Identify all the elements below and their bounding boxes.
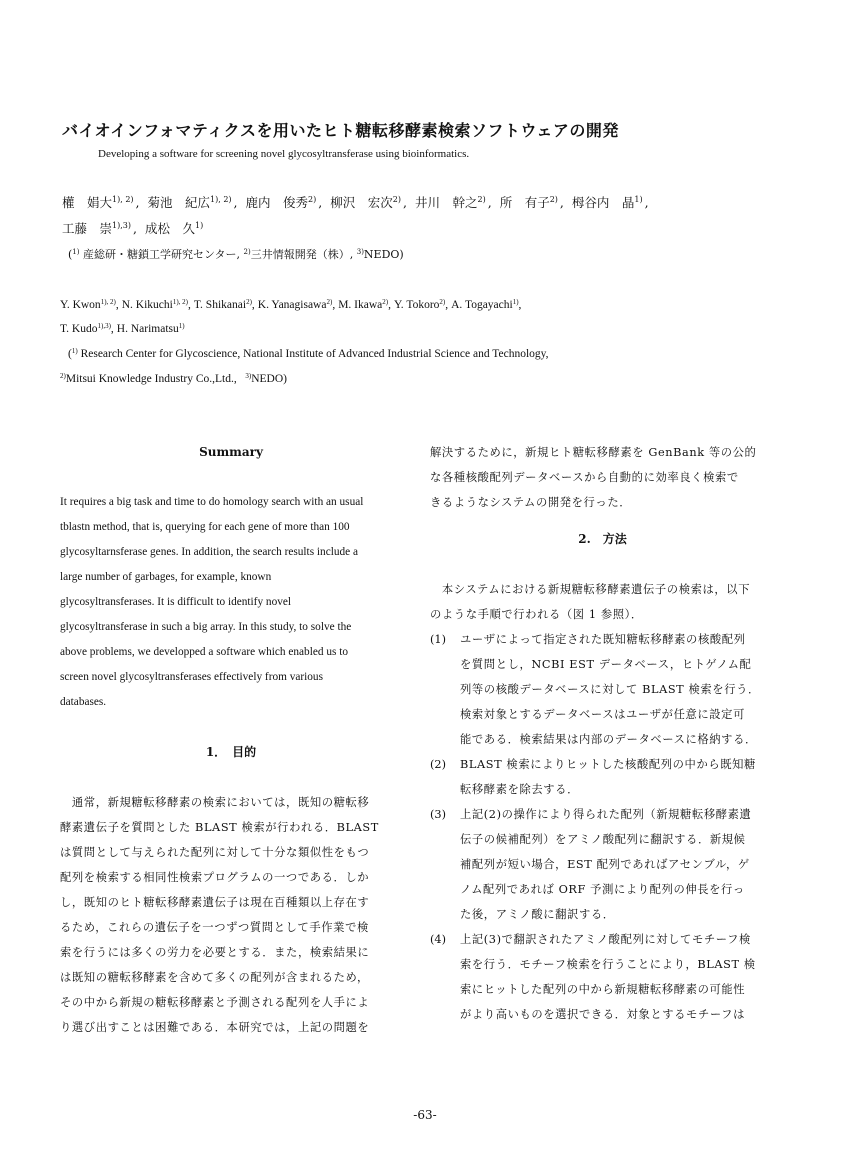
affiliation-en-line-1 bbox=[68, 347, 549, 360]
step-line: 索を行う．モチーフ検索を行うことにより，BLAST 検 bbox=[460, 958, 756, 971]
body-line: し，既知のヒト糖転移酵素遺伝子は現在百種類以上存在す bbox=[60, 896, 370, 909]
affiliation-en-2: Mitsui Knowledge Industry Co.,Ltd., bbox=[65, 373, 237, 385]
title-english: Developing a software for screening novel glycosyltransferase using bioinformatics. bbox=[98, 148, 470, 160]
author-separator: , bbox=[445, 299, 449, 311]
body-line: るため，これらの遺伝子を一つずつ質問として手作業で検 bbox=[60, 921, 369, 934]
authors-en-line-2 bbox=[60, 322, 188, 335]
body-line: 解決するために，新規ヒト糖転移酵素を GenBank 等の公的 bbox=[430, 446, 757, 459]
step-line: 索にヒットした配列の中から新規糖転移酵素の可能性 bbox=[460, 983, 746, 996]
body-line: 通常，新規糖転移酵素の検索においては，既知の糖転移 bbox=[60, 796, 370, 809]
author-separator: , bbox=[518, 299, 522, 311]
summary-line: tblastn method, that is, querying for each gene of more than 100 bbox=[60, 521, 350, 533]
author-name: Y. Tokoro bbox=[393, 299, 440, 311]
body-line: 酵素遺伝子を質問とした BLAST 検索が行われる．BLAST bbox=[60, 821, 379, 834]
left-column bbox=[60, 440, 402, 1040]
summary-line: above problems, we developped a software which enabled us to bbox=[60, 646, 348, 658]
author-affiliation-mark: 1),3) bbox=[97, 322, 111, 330]
author-name: 井川 幹之 bbox=[414, 195, 478, 210]
body-line: は質問として与えられた配列に対して十分な類似性をもつ bbox=[60, 846, 370, 859]
affiliation-en-line-2 bbox=[60, 372, 287, 385]
body-line: 索を行うには多くの労力を必要とする．また，検索結果に bbox=[60, 946, 370, 959]
author-separator: , bbox=[188, 299, 191, 311]
section-2-steps bbox=[430, 627, 775, 1027]
step-line: 列等の核酸データベースに対して BLAST 検索を行う． bbox=[460, 683, 760, 696]
author-affiliation-mark: 2) bbox=[392, 195, 401, 204]
author-affiliation-mark: 1),3) bbox=[112, 221, 131, 230]
step-number: (4) bbox=[430, 933, 447, 946]
author-affiliation-mark: 2) bbox=[308, 195, 317, 204]
title-japanese: バイオインフォマティクスを用いたヒト糖転移酵素検索ソフトウェアの開発 bbox=[62, 121, 619, 140]
summary-line: glycosyltarnsferase genes. In addition, the search results include a bbox=[60, 546, 359, 558]
author-name: T. Shikanai bbox=[193, 299, 247, 311]
affiliation-paren: ( bbox=[68, 348, 72, 360]
author-separator: , bbox=[251, 299, 255, 311]
method-step bbox=[430, 927, 775, 1027]
author-affiliation-mark: 2) bbox=[326, 298, 333, 306]
author-separator: , bbox=[135, 195, 140, 210]
affiliation-en-1: Research Center for Glycoscience, National Institute of Advanced Industrial Science and Technology, bbox=[80, 348, 549, 360]
author-name: 鹿内 俊秀 bbox=[245, 195, 309, 210]
author-affiliation-mark: 1), 2) bbox=[210, 195, 232, 204]
author-name: 所 有子 bbox=[499, 195, 550, 210]
author-affiliation-mark: 1) bbox=[634, 195, 643, 204]
author-affiliation-mark: 1) bbox=[178, 322, 185, 330]
affiliation-en-3: NEDO) bbox=[251, 373, 287, 385]
body-line: な各種核酸配列データベースから自動的に効率良く検索で bbox=[430, 471, 739, 484]
summary-heading: Summary bbox=[199, 445, 263, 459]
author-name: 柳沢 宏次 bbox=[330, 195, 393, 210]
author-separator: , bbox=[402, 195, 407, 210]
section-2-intro bbox=[430, 577, 775, 627]
affiliation-mark: 1) bbox=[71, 347, 78, 355]
step-line: がより高いものを選択できる．対象とするモチーフは bbox=[460, 1008, 745, 1021]
section-1-continued bbox=[430, 440, 775, 515]
summary-line: glycosyltransferase in such a big array. In this study, to solve the bbox=[60, 621, 352, 633]
affiliation-paren: ( bbox=[68, 248, 73, 261]
step-line: 能である．検索結果は内部のデータベースに格納する． bbox=[460, 733, 757, 746]
summary-line: screen novel glycosyltransferases effectively from various bbox=[60, 671, 323, 683]
method-step bbox=[430, 802, 775, 927]
authors-ja-line-1 bbox=[62, 193, 657, 211]
author-separator: , bbox=[110, 323, 114, 335]
author-affiliation-mark: 1), 2) bbox=[112, 195, 134, 204]
step-number: (1) bbox=[430, 633, 447, 646]
step-line: 上記(2)の操作により得られた配列（新規糖転移酵素遺 bbox=[460, 808, 752, 821]
body-line: 本システムにおける新規糖転移酵素遺伝子の検索は，以下 bbox=[430, 583, 751, 596]
body-line: り選び出すことは困難である．本研究では，上記の問題を bbox=[60, 1021, 370, 1034]
step-line: 伝子の候補配列）をアミノ酸配列に翻訳する．新規候 bbox=[460, 833, 746, 846]
section-1-body bbox=[60, 790, 402, 1040]
step-line: た後，アミノ酸に翻訳する． bbox=[460, 908, 615, 921]
summary-body bbox=[60, 490, 402, 715]
body-line: のような手順で行われる（図 1 参照）． bbox=[430, 608, 643, 621]
method-step bbox=[430, 752, 775, 802]
step-line: BLAST 検索によりヒットした核酸配列の中から既知糖 bbox=[460, 758, 756, 771]
author-name: T. Kudo bbox=[60, 323, 98, 335]
author-separator: , bbox=[332, 299, 336, 311]
step-line: ユーザによって指定された既知糖転移酵素の核酸配列 bbox=[460, 633, 746, 646]
author-separator: , bbox=[559, 195, 564, 210]
author-separator: , bbox=[132, 221, 137, 236]
summary-line: databases. bbox=[60, 696, 107, 708]
page-number: -63- bbox=[413, 1108, 437, 1122]
author-separator: , bbox=[487, 195, 492, 210]
method-step bbox=[430, 627, 775, 752]
step-number: (3) bbox=[430, 808, 447, 821]
step-line: 検索対象とするデータベースはユーザが任意に設定可 bbox=[460, 708, 745, 721]
summary-line: glycosyltransferases. It is difficult to identify novel bbox=[60, 596, 292, 608]
author-name: M. Ikawa bbox=[338, 299, 383, 311]
author-separator: , bbox=[388, 299, 391, 311]
body-line: きるようなシステムの開発を行った． bbox=[430, 496, 632, 509]
author-name: 栂谷内 晶 bbox=[571, 195, 635, 210]
affiliation-mark: 3) bbox=[356, 248, 364, 256]
author-affiliation-mark: 1) bbox=[512, 298, 519, 306]
step-line: 上記(3)で翻訳されたアミノ酸配列に対してモチーフ検 bbox=[460, 933, 751, 946]
author-affiliation-mark: 1), 2) bbox=[100, 298, 116, 306]
author-name: A. Togayachi bbox=[451, 299, 513, 311]
summary-line: It requires a big task and time to do homology search with an usual bbox=[60, 496, 364, 508]
author-name: 菊池 紀広 bbox=[147, 195, 211, 210]
author-name: Y. Kwon bbox=[60, 299, 101, 311]
author-affiliation-mark: 2) bbox=[549, 195, 558, 204]
author-name: 權 娟大 bbox=[62, 195, 113, 210]
step-line: 補配列が短い場合，EST 配列であればアセンブル，ゲ bbox=[460, 858, 750, 871]
author-separator: , bbox=[233, 195, 238, 210]
step-line: 転移酵素を除去する． bbox=[460, 783, 579, 796]
affiliation-1: 産総研・糖鎖工学研究センター, bbox=[82, 248, 241, 261]
summary-line: large number of garbages, for example, known bbox=[60, 571, 272, 583]
author-name: N. Kikuchi bbox=[121, 299, 173, 311]
affiliation-mark: 3) bbox=[245, 372, 252, 380]
author-affiliation-mark: 1) bbox=[194, 221, 204, 230]
affiliation-ja bbox=[68, 246, 404, 262]
right-column bbox=[430, 440, 775, 1027]
author-separator: , bbox=[644, 195, 649, 210]
step-line: を質問とし，NCBI EST データベース，ヒトゲノム配 bbox=[460, 658, 752, 671]
affiliation-mark: 2) bbox=[60, 372, 66, 380]
author-separator: , bbox=[115, 299, 119, 311]
author-separator: , bbox=[318, 195, 323, 210]
body-line: は既知の糖転移酵素を含めて多くの配列が含まれるため， bbox=[60, 971, 369, 984]
section-1-heading: 1． 目的 bbox=[205, 745, 257, 759]
author-name: K. Yanagisawa bbox=[257, 299, 327, 311]
affiliation-3: NEDO) bbox=[363, 248, 404, 261]
section-2-heading: 2. 方法 bbox=[578, 532, 627, 546]
author-name: 工藤 崇 bbox=[62, 221, 113, 236]
affiliation-2: 三井情報開発（株）, bbox=[250, 248, 354, 261]
affiliation-mark: 2) bbox=[243, 248, 251, 256]
author-affiliation-mark: 2) bbox=[246, 298, 252, 306]
author-affiliation-mark: 2) bbox=[477, 195, 486, 204]
author-affiliation-mark: 1), 2) bbox=[172, 298, 189, 306]
step-line: ノム配列であれば ORF 予測により配列の伸長を行っ bbox=[460, 883, 745, 896]
author-name: 成松 久 bbox=[144, 221, 195, 236]
author-name: H. Narimatsu bbox=[116, 323, 179, 335]
author-affiliation-mark: 2) bbox=[382, 298, 389, 306]
body-line: その中から新規の糖転移酵素と予測される配列を人手によ bbox=[60, 996, 370, 1009]
authors-ja-line-2 bbox=[62, 219, 213, 237]
authors-en-line-1 bbox=[60, 298, 524, 311]
author-affiliation-mark: 2) bbox=[439, 298, 446, 306]
body-line: 配列を検索する相同性検索プログラムの一つである．しか bbox=[60, 871, 370, 884]
affiliation-mark: 1) bbox=[72, 248, 80, 256]
step-number: (2) bbox=[430, 758, 447, 771]
